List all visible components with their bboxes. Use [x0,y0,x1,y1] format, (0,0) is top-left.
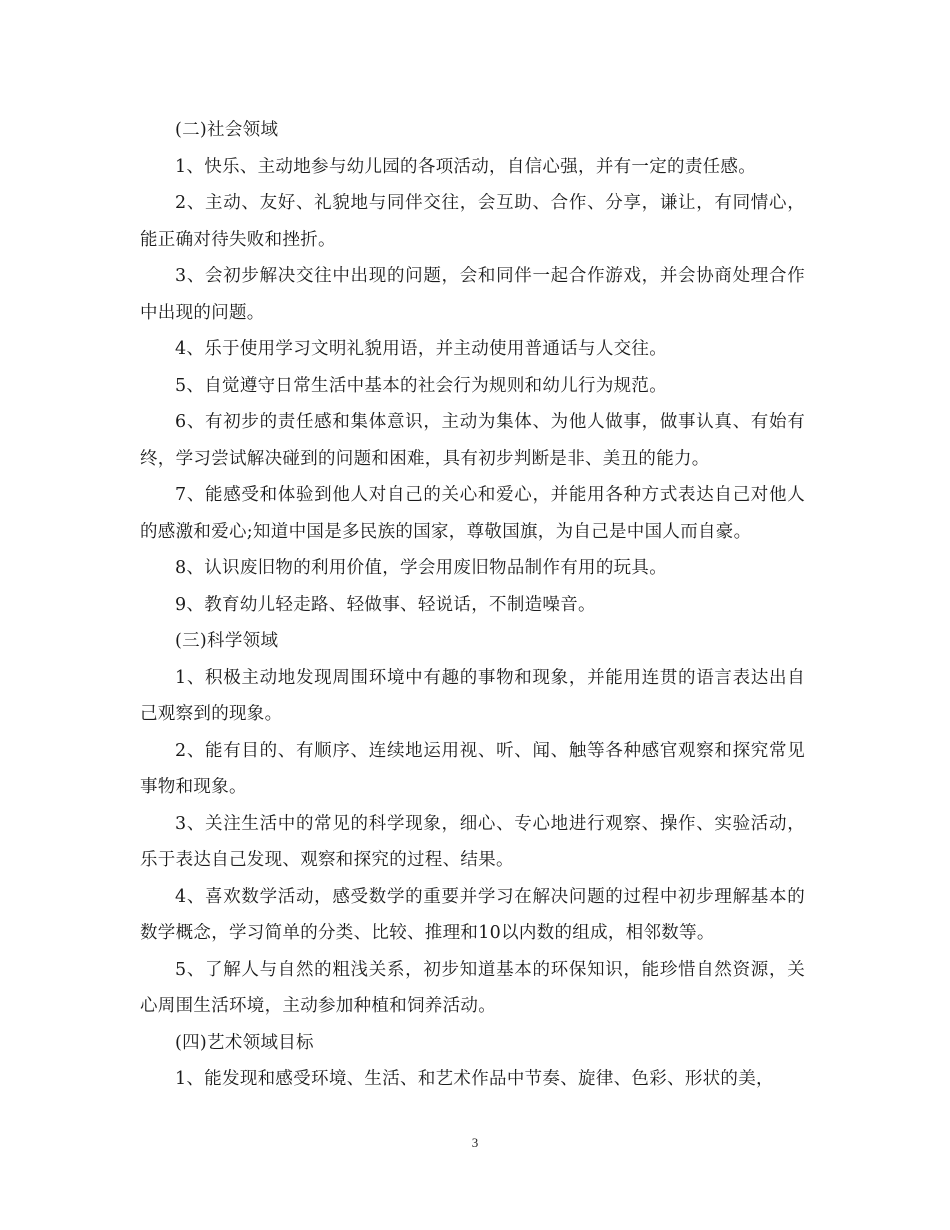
section-heading-art: (四)艺术领域目标 [175,1032,314,1053]
paragraph: 9、教育幼儿轻走路、轻做事、轻说话，不制造噪音。 [175,594,596,615]
page-number: 3 [471,1135,479,1150]
paragraph: 4、喜欢数学活动，感受数学的重要并学习在解决问题的过程中初步理解基本的数学概念，学习简单的分类、比较、推理和10以内数的组成，相邻数等。 [140,886,805,943]
paragraph: 5、了解人与自然的粗浅关系，初步知道基本的环保知识，能珍惜自然资源，关心周围生活环境，主动参加种植和饲养活动。 [140,959,805,1016]
section-heading-social: (二)社会领域 [175,120,279,140]
paragraph: 6、有初步的责任感和集体意识，主动为集体、为他人做事，做事认真、有始有终，学习尝试解决碰到的问题和困难，具有初步判断是非、美丑的能力。 [140,412,805,469]
paragraph: 3、关注生活中的常见的科学现象，细心、专心地进行观察、操作、实验活动，乐于表达自己发现、观察和探究的过程、结果。 [140,813,805,870]
paragraph: 3、会初步解决交往中出现的问题，会和同伴一起合作游戏，并会协商处理合作中出现的问题。 [140,266,805,323]
paragraph: 2、能有目的、有顺序、连续地运用视、听、闻、触等各种感官观察和探究常见事物和现象。 [140,740,805,797]
paragraph: 8、认识废旧物的利用价值，学会用废旧物品制作有用的玩具。 [175,558,668,578]
paragraph: 1、快乐、主动地参与幼儿园的各项活动，自信心强，并有一定的责任感。 [175,156,757,177]
document-body [140,112,805,1098]
paragraph: 7、能感受和体验到他人对自己的关心和爱心，并能用各种方式表达自己对他人的感激和爱心;知道中国是多民族的国家，尊敬国旗，为自己是中国人而自豪。 [140,485,805,542]
paragraph: 5、自觉遵守日常生活中基本的社会行为规则和幼儿行为规范。 [175,375,668,396]
paragraph: 1、积极主动地发现周围环境中有趣的事物和现象，并能用连贯的语言表达出自己观察到的现象。 [140,667,805,724]
paragraph: 2、主动、友好、礼貌地与同伴交往，会互助、合作、分享，谦让，有同情心，能正确对待失败和挫折。 [140,193,805,250]
section-heading-science: (三)科学领域 [175,631,279,651]
paragraph: 1、能发现和感受环境、生活、和艺术作品中节奏、旋律、色彩、形状的美， [175,1069,774,1089]
paragraph: 4、乐于使用学习文明礼貌用语，并主动使用普通话与人交往。 [175,339,668,359]
